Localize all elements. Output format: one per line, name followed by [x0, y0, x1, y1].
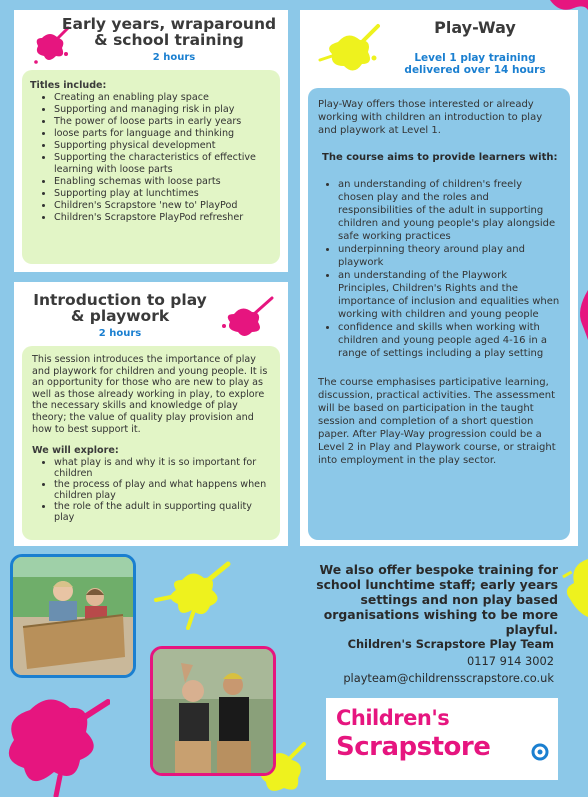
logo-line1: Children's [336, 706, 450, 730]
early-years-list-item: • Children's Scrapstore 'new to' PlayPod [54, 200, 272, 212]
photo-illustration-1 [13, 557, 133, 675]
org-name: Children's Scrapstore Play Team [347, 637, 554, 651]
early-years-list [30, 92, 272, 224]
early-years-list-item: • Supporting the characteristics of effective learning with loose parts [54, 152, 272, 176]
logo-spiral-icon [530, 742, 550, 762]
early-years-list-item: • Supporting play at lunchtimes [54, 188, 272, 200]
magenta-splat-bottom-left [0, 680, 110, 797]
intro-list [32, 457, 270, 523]
photo-children-cardboard [10, 554, 136, 678]
early-years-list-panel [22, 70, 280, 264]
intro-list-item: • the process of play and what happens when children play [54, 479, 270, 501]
early-years-list-item: • Supporting and managing risk in play [54, 104, 272, 116]
intro-list-item: • what play is and why it is so important for children [54, 457, 270, 479]
early-years-title-line1: Early years, wraparound [61, 15, 277, 33]
early-years-list-item: • Creating an enabling play space [54, 92, 272, 104]
playway-card [300, 10, 578, 546]
early-years-hours: 2 hours [152, 52, 196, 63]
contact-block [300, 636, 554, 687]
bespoke-text: We also offer bespoke training for school lunchtime staff; early years settings and non play based organisations wishing to be more playful. [316, 562, 558, 637]
early-years-title-line2: & school training [94, 31, 244, 50]
playway-aim-item: • confidence and skills when working with children and young people aged 4-16 in a range of settings including a play setting [338, 321, 560, 360]
scrapstore-logo [326, 698, 558, 780]
early-years-card [14, 10, 288, 272]
photo-illustration-2 [153, 649, 273, 773]
yellow-splat-icon [318, 22, 380, 78]
playway-closing: The course emphasises participative learning, discussion, practical activities. The assessment will be based on participation in the taught session and completion of a short question paper. After Play-Way progression could be a Level 2 in Play and Playwork course, or straight into employment in the play sector. [318, 377, 556, 466]
photo-children-tubes [150, 646, 276, 776]
playway-aim-item: • underpinning theory around play and playwork [338, 243, 560, 269]
email-link[interactable]: playteam@childrensscrapstore.co.uk [343, 671, 554, 685]
early-years-list-item: • loose parts for language and thinking [54, 128, 272, 140]
early-years-list-item: • Children's Scrapstore PlayPod refresher [54, 212, 272, 224]
phone-number: 0117 914 3002 [467, 654, 554, 668]
yellow-splat-right [558, 555, 588, 625]
yellow-splat-bottom [152, 560, 232, 630]
playway-aims-list [318, 178, 560, 360]
intro-panel [22, 346, 280, 540]
early-years-list-item: • Supporting physical development [54, 140, 272, 152]
playway-subtitle-line1: Level 1 play training [414, 52, 536, 64]
logo-line2: Scrapstore [336, 732, 491, 762]
playway-aims-heading: The course aims to provide learners with: [322, 152, 558, 163]
playway-intro: Play-Way offers those interested or already working with children an introduction to play and playwork at Level 1. [318, 99, 543, 136]
playway-title: Play-Way [434, 18, 516, 37]
intro-list-item: • the role of the adult in supporting quality play [54, 501, 270, 523]
intro-paragraph: This session introduces the importance of play and playwork for children and young people. It is an opportunity for those who are new to play as well as those already working in play, to explore the necessary skills and knowledge of play theory; the value of quality play provision and how to best support it. [32, 354, 268, 435]
intro-hours: 2 hours [98, 328, 142, 339]
playway-subtitle-line2: delivered over 14 hours [404, 64, 546, 76]
playway-panel [308, 88, 570, 540]
intro-title-line1: Introduction to play [33, 291, 207, 309]
intro-explore-heading: We will explore: [32, 445, 119, 457]
intro-title [22, 292, 218, 325]
playway-aim-item: • an understanding of children's freely chosen play and the roles and responsibilities of the adult in supporting children and young people's play alongside safe working practices [338, 178, 560, 243]
intro-card [14, 282, 288, 546]
early-years-list-item: • The power of loose parts in early years [54, 116, 272, 128]
playway-aim-item: • an understanding of the Playwork Principles, Children's Rights and the importance of inclusion and equalities when working with children and young people [338, 269, 560, 321]
early-years-list-item: • Enabling schemas with loose parts [54, 176, 272, 188]
magenta-splat-icon-2 [218, 296, 274, 342]
playway-subtitle [380, 52, 570, 76]
early-years-title [54, 16, 284, 49]
early-years-list-heading: Titles include: [30, 80, 107, 91]
intro-title-line2: & playwork [70, 307, 170, 326]
